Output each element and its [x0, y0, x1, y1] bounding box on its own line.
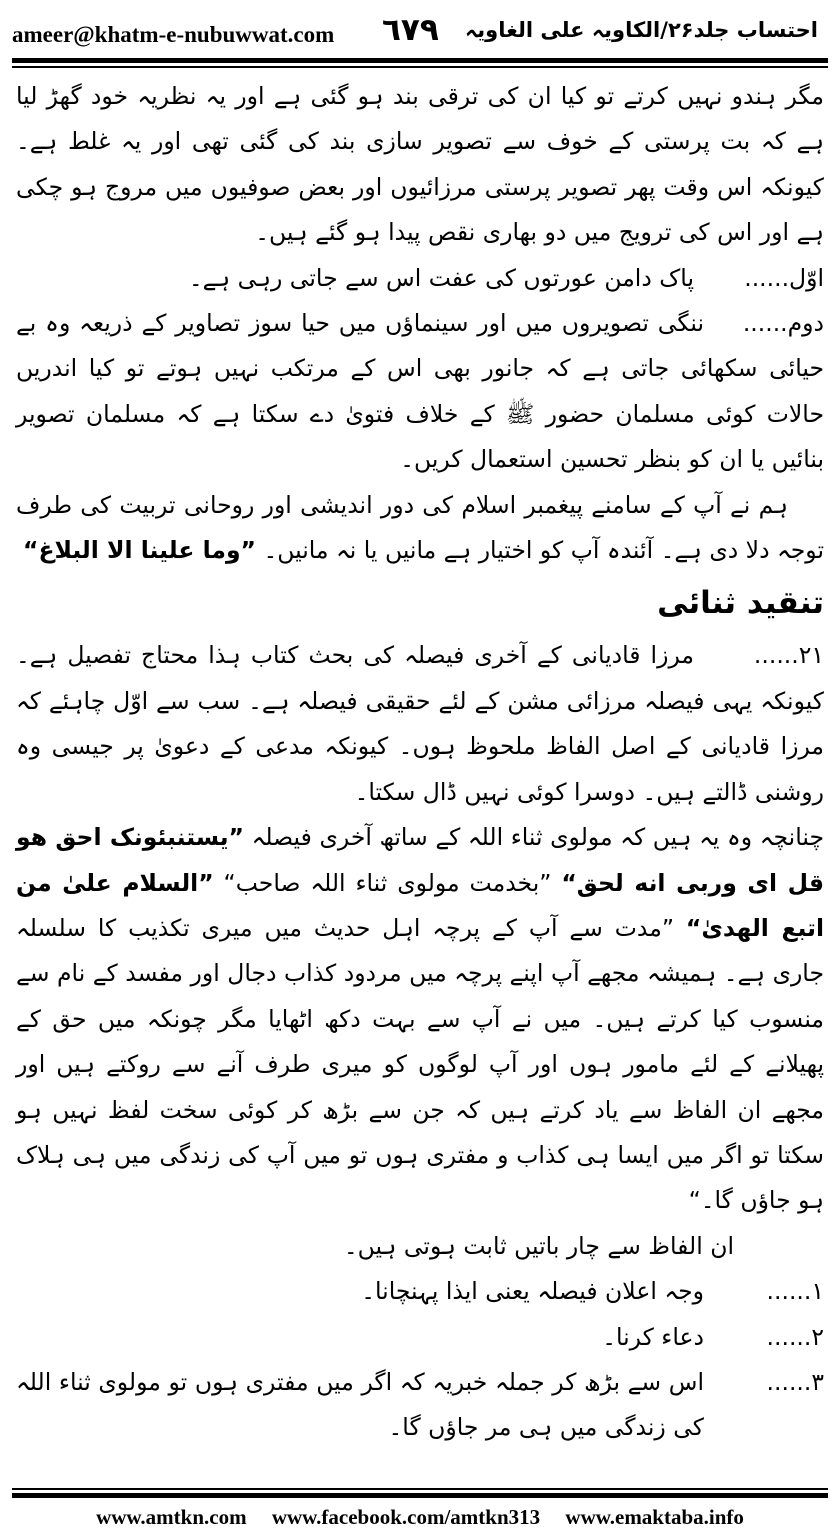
- quote-salutation: ”السلام علیٰ من اتبع الهدیٰ“: [16, 868, 824, 942]
- list-item-second: [16, 301, 824, 483]
- quote-arabic-verse: ”یستنبئونک احق هو قل ای وربی انه لحق“: [16, 823, 824, 897]
- point-1-label: ۱......: [766, 1277, 824, 1306]
- section-21: [16, 633, 824, 815]
- page-body: [16, 74, 824, 1451]
- header-email[interactable]: ameer@khatm-e-nubuwwat.com: [12, 22, 335, 47]
- book-title: احتساب جلد۲۶/الکاویہ علی الغاویہ: [464, 18, 818, 42]
- conclusion: ان الفاظ سے چار باتیں ثابت ہوتی ہیں۔: [343, 1231, 734, 1260]
- quote-body: ”مدت سے آپ کے پرچہ اہل حدیث میں میری تکذیب کا سلسلہ جاری ہے۔ ہمیشہ مجھے آپ اپنے پرچہ میں مردود کذاب دجال اور مفسد کے نام سے منسوب کیا کرتے ہیں۔ میں نے آپ سے بہت دکھ اٹھایا مگر چونکہ میں حق کے پھیلانے کے لئے مامور ہوں اور آپ لوگوں کو میری طرف آنے سے روکتے ہیں اور مجھے ان الفاظ سے یاد کرتے ہیں کہ جن سے بڑھ کر کوئی سخت لفظ نہیں ہو سکتا تو اگر میں ایسا ہی کذاب و مفتری ہوں تو میں آپ کی زندگی میں ہی ہلاک ہو جاؤں گا۔“: [16, 913, 824, 1215]
- section-21-text: مرزا قادیانی کے آخری فیصلہ کی بحث کتاب ہذا محتاج تفصیل ہے۔ کیونکہ یہی فیصلہ مرزائی مشن کے لئے حقیقی فیصلہ ہے۔ سب سے اوّل چاہئے کہ مرزا قادیانی کے اصل الفاظ ملحوظ ہوں۔ کیونکہ مدعی کے دعویٰ پر جیسی وہ روشنی ڈالتے ہیں۔ دوسرا کوئی نہیں ڈال سکتا۔: [16, 641, 824, 806]
- page-number: ٦٧٩: [382, 12, 439, 48]
- list-item-first: [16, 256, 824, 301]
- point-1-text: وجہ اعلان فیصلہ یعنی ایذا پہنچانا۔: [361, 1277, 704, 1306]
- section-heading: تنقید ثنائی: [657, 585, 824, 622]
- point-2: [16, 1315, 824, 1360]
- section-21-label: ۲۱......: [753, 641, 824, 670]
- paragraph-1: مگر ہندو نہیں کرتے تو کیا ان کی ترقی بند ہو گئی ہے اور یہ نظریہ خود گھڑ لیا ہے کہ بت پرستی کے خوف سے تصویر سازی بند کی گئی تھی اور یہ غلط ہے۔ کیونکہ اس وقت پھر تصویر پرستی مرزائیوں اور بعض صوفیوں میں مروج ہو چکی ہے اور اس کی ترویج میں دو بھاری نقص پیدا ہو گئے ہیں۔: [16, 82, 824, 247]
- paragraph-3-text: ہم نے آپ کے سامنے پیغمبر اسلام کی دور اندیشی اور روحانی تربیت کی طرف توجہ دلا دی ہے۔ آئندہ آپ کو اختیار ہے مانیں یا نہ مانیں۔: [16, 490, 824, 565]
- header-rule-thin: [12, 66, 828, 68]
- item-label-first: اوّل......: [744, 263, 824, 292]
- point-1: [16, 1269, 824, 1314]
- page-footer: [12, 1505, 828, 1530]
- point-3: [16, 1360, 824, 1451]
- point-3-text: اس سے بڑھ کر جملہ خبریہ کہ اگر میں مفتری ہوں تو مولوی ثناء اللہ کی زندگی میں ہی مر جاؤں گا۔: [16, 1367, 704, 1442]
- item-label-second: دوم......: [742, 309, 824, 338]
- footer-link-emaktaba[interactable]: www.emaktaba.info: [565, 1505, 744, 1529]
- quote-address: ”بخدمت مولوی ثناء اللہ صاحب“: [223, 868, 552, 897]
- item-text-second: ننگی تصویروں میں اور سینماؤں میں حیا سوز تصاویر کے ذریعہ وہ بے حیائی سکھائی جاتی ہے کہ جانور بھی اس کے مرتکب نہیں ہوتے تو کیا اندریں حالات کوئی مسلمان حضور ﷺ کے خلاف فتویٰ دے سکتا ہے کہ مسلمان تصویر بنائیں یا ان کو بنظر تحسین استعمال کریں۔: [16, 309, 824, 474]
- point-2-text: دعاء کرنا۔: [602, 1322, 704, 1351]
- footer-rule-thin: [12, 1488, 828, 1490]
- paragraph-3: [16, 483, 824, 574]
- point-2-label: ۲......: [766, 1322, 824, 1351]
- point-3-label: ۳......: [766, 1367, 824, 1396]
- page-header: [0, 0, 840, 62]
- footer-rule-thick: [12, 1493, 828, 1498]
- closing-quote: ”وما علینا الا البلاغ“: [23, 536, 256, 565]
- header-rule-thick: [12, 58, 828, 63]
- footer-link-facebook[interactable]: www.facebook.com/amtkn313: [271, 1505, 541, 1529]
- footer-link-amtkn[interactable]: www.amtkn.com: [96, 1505, 247, 1529]
- item-text-first: پاک دامن عورتوں کی عفت اس سے جاتی رہی ہے۔: [188, 263, 694, 292]
- quotation: [16, 815, 824, 1224]
- quote-intro: چنانچہ وہ یہ ہیں کہ مولوی ثناء اللہ کے ساتھ آخری فیصلہ: [251, 823, 824, 852]
